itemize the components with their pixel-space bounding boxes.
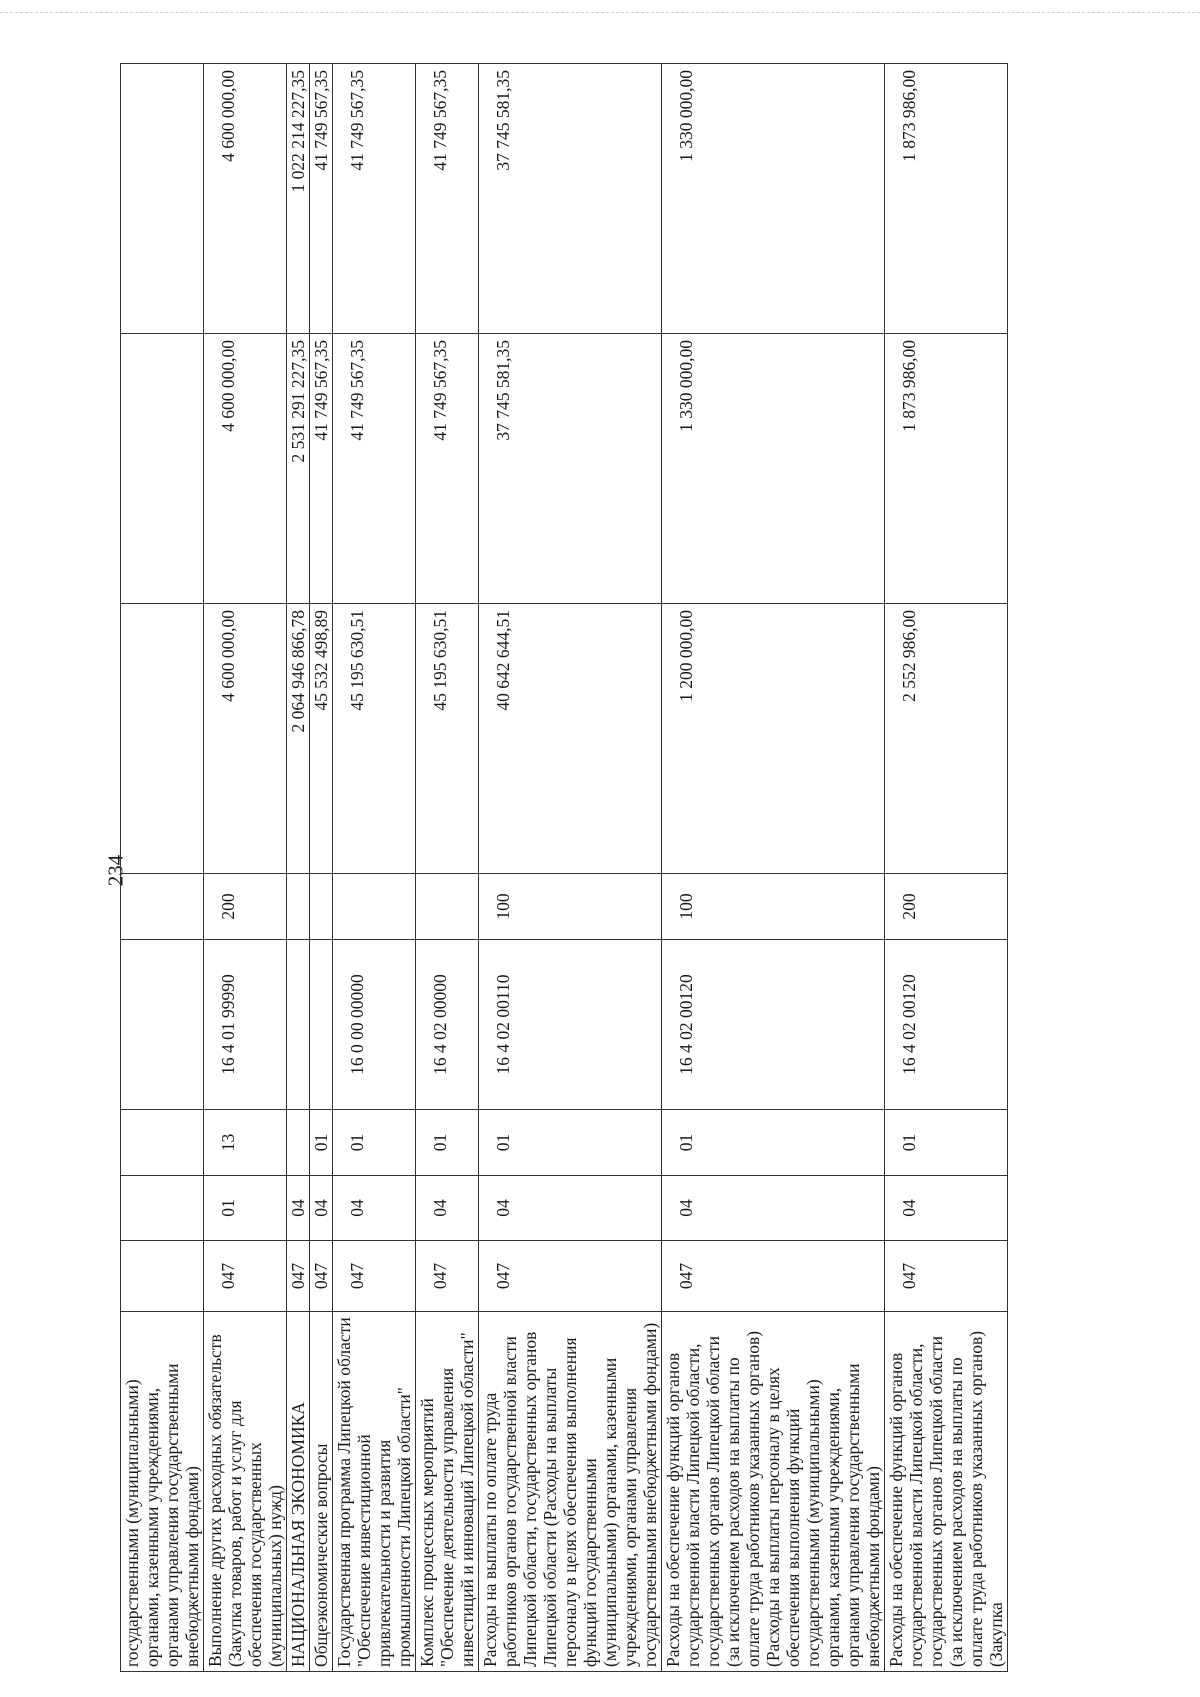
cell-ved: 047 xyxy=(662,1241,885,1312)
table-row xyxy=(121,64,204,1672)
cell-rz: 04 xyxy=(662,1176,885,1241)
table-row xyxy=(662,64,885,1672)
cell-name: Расходы на обеспечение функций органов государственной власти Липецкой области, государственных органов Липецкой области (за исключением расходов на выплаты по оплате труда работников указанных органов) (Расходы на выплаты персоналу в целях обеспечения выполнения функций государственными (муниципальными) органами, казенными учреждениями, органами управления государственными внебюджетными фондами) xyxy=(662,1312,885,1672)
page-number: 234 xyxy=(103,854,128,887)
cell-csr: 16 4 02 00120 xyxy=(662,940,885,1110)
cell-sum1: 45 195 630,51 xyxy=(333,604,416,874)
cell-sum2: 41 749 567,35 xyxy=(333,334,416,604)
cell-sum1: 1 200 000,00 xyxy=(662,604,885,874)
cell-vr: 100 xyxy=(662,874,885,940)
cell-csr: 16 0 00 00000 xyxy=(333,940,416,1110)
cell-vr xyxy=(121,874,204,940)
cell-name: Государственная программа Липецкой области "Обеспечение инвестиционной привлекательности и развития промышленности Липецкой области" xyxy=(333,1312,416,1672)
cell-rz: 04 xyxy=(287,1176,310,1241)
cell-sum3: 1 873 986,00 xyxy=(885,64,1008,334)
cell-sum2: 37 745 581,35 xyxy=(479,334,662,604)
cell-name: Общеэкономические вопросы xyxy=(310,1312,333,1672)
cell-vr: 100 xyxy=(479,874,662,940)
cell-csr: 16 4 02 00120 xyxy=(885,940,1008,1110)
cell-pr: 01 xyxy=(662,1110,885,1176)
cell-name: НАЦИОНАЛЬНАЯ ЭКОНОМИКА xyxy=(287,1312,310,1672)
cell-rz: 04 xyxy=(479,1176,662,1241)
cell-sum1: 45 532 498,89 xyxy=(310,604,333,874)
cell-vr xyxy=(416,874,479,940)
cell-sum3: 1 330 000,00 xyxy=(662,64,885,334)
cell-sum2 xyxy=(121,334,204,604)
cell-sum1: 4 600 000,00 xyxy=(204,604,287,874)
cell-sum3: 4 600 000,00 xyxy=(204,64,287,334)
cell-sum3: 1 022 214 227,35 xyxy=(287,64,310,334)
cell-sum2: 41 749 567,35 xyxy=(416,334,479,604)
cell-vr: 200 xyxy=(204,874,287,940)
cell-pr: 01 xyxy=(310,1110,333,1176)
cell-ved: 047 xyxy=(416,1241,479,1312)
table-row xyxy=(310,64,333,1672)
cell-csr xyxy=(287,940,310,1110)
rotated-page-content xyxy=(120,64,1095,1672)
cell-ved: 047 xyxy=(885,1241,1008,1312)
cell-rz: 04 xyxy=(333,1176,416,1241)
cell-rz: 04 xyxy=(310,1176,333,1241)
cell-sum3: 41 749 567,35 xyxy=(333,64,416,334)
cell-rz: 01 xyxy=(204,1176,287,1241)
cell-sum1: 45 195 630,51 xyxy=(416,604,479,874)
table-row xyxy=(333,64,416,1672)
cell-sum3: 37 745 581,35 xyxy=(479,64,662,334)
cell-pr xyxy=(121,1110,204,1176)
cell-name: Расходы на выплаты по оплате труда работников органов государственной власти Липецкой области, государственных органов Липецкой области (Расходы на выплаты персоналу в целях обеспечения выполнения функций государственными (муниципальными) органами, казенными учреждениями, органами управления государственными внебюджетными фондами) xyxy=(479,1312,662,1672)
cell-ved: 047 xyxy=(310,1241,333,1312)
table-row xyxy=(479,64,662,1672)
cell-csr: 16 4 01 99990 xyxy=(204,940,287,1110)
cell-pr xyxy=(287,1110,310,1176)
cell-sum1: 2 552 986,00 xyxy=(885,604,1008,874)
cell-ved: 047 xyxy=(204,1241,287,1312)
cell-sum1: 40 642 644,51 xyxy=(479,604,662,874)
cell-csr: 16 4 02 00000 xyxy=(416,940,479,1110)
cell-pr: 01 xyxy=(885,1110,1008,1176)
cell-vr: 200 xyxy=(885,874,1008,940)
table-row xyxy=(204,64,287,1672)
cell-ved: 047 xyxy=(287,1241,310,1312)
cell-sum3: 41 749 567,35 xyxy=(416,64,479,334)
table-row xyxy=(885,64,1008,1672)
cell-csr xyxy=(121,940,204,1110)
cell-pr: 01 xyxy=(333,1110,416,1176)
cell-sum2: 1 873 986,00 xyxy=(885,334,1008,604)
table-body xyxy=(121,64,1008,1672)
cell-name: Комплекс процессных мероприятий "Обеспечение деятельности управления инвестиций и инноваций Липецкой области" xyxy=(416,1312,479,1672)
cell-rz xyxy=(121,1176,204,1241)
cell-csr xyxy=(310,940,333,1110)
cell-sum3 xyxy=(121,64,204,334)
cell-vr xyxy=(310,874,333,940)
table-row xyxy=(416,64,479,1672)
cell-name: Выполнение других расходных обязательств (Закупка товаров, работ и услуг для обеспечения государственных (муниципальных) нужд) xyxy=(204,1312,287,1672)
cell-sum2: 41 749 567,35 xyxy=(310,334,333,604)
cell-pr: 13 xyxy=(204,1110,287,1176)
cell-sum1: 2 064 946 866,78 xyxy=(287,604,310,874)
cell-ved: 047 xyxy=(479,1241,662,1312)
table-row xyxy=(287,64,310,1672)
cell-ved xyxy=(121,1241,204,1312)
cell-sum2: 2 531 291 227,35 xyxy=(287,334,310,604)
cell-vr xyxy=(333,874,416,940)
cell-csr: 16 4 02 00110 xyxy=(479,940,662,1110)
cell-sum3: 41 749 567,35 xyxy=(310,64,333,334)
cell-rz: 04 xyxy=(416,1176,479,1241)
cell-pr: 01 xyxy=(416,1110,479,1176)
cell-pr: 01 xyxy=(479,1110,662,1176)
cell-name: государственными (муниципальными) органами, казенными учреждениями, органами управления государственными внебюджетными фондами) xyxy=(121,1312,204,1672)
cell-rz: 04 xyxy=(885,1176,1008,1241)
budget-table xyxy=(120,63,1008,1672)
scan-edge-line xyxy=(0,12,1200,13)
cell-name: Расходы на обеспечение функций органов государственной власти Липецкой области, государственных органов Липецкой области (за исключением расходов на выплаты по оплате труда работников указанных органов) (Закупка xyxy=(885,1312,1008,1672)
cell-sum1 xyxy=(121,604,204,874)
cell-sum2: 4 600 000,00 xyxy=(204,334,287,604)
cell-sum2: 1 330 000,00 xyxy=(662,334,885,604)
cell-vr xyxy=(287,874,310,940)
cell-ved: 047 xyxy=(333,1241,416,1312)
